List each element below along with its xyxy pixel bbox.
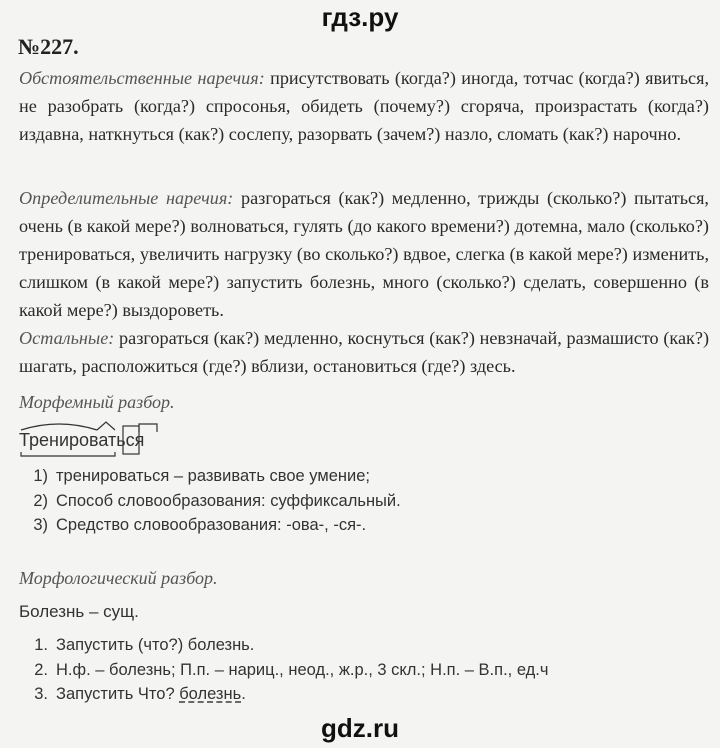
morpheme-diagram xyxy=(19,430,144,451)
morphemic-list xyxy=(20,464,401,538)
root-arc-mark xyxy=(21,424,97,430)
morpheme-marks xyxy=(19,422,159,458)
noun-line: Болезнь – сущ. xyxy=(19,602,139,621)
separator: , xyxy=(324,516,334,534)
paragraph-adverbs-circumstantial xyxy=(19,64,709,148)
morpheme-word: Тренироваться xyxy=(19,430,145,450)
paragraph-text: разгораться (как?) медленно, коснуться (как?) невзначай, размашисто (как?) шагать, расположиться (где?) вблизи, остановиться (где?) здесь. xyxy=(19,328,709,376)
list-text: Способ словообразования: суффиксальный. xyxy=(56,491,401,510)
suffix-mark xyxy=(97,422,115,430)
morphological-heading: Морфологический разбор. xyxy=(19,568,218,588)
list-text: Н.ф. – болезнь; П.п. – нариц., неод., ж.р., 3 скл.; Н.п. – В.п., ед.ч xyxy=(56,660,549,679)
list-text-end: . xyxy=(241,685,246,703)
list-text xyxy=(56,682,246,707)
postfix-mark xyxy=(139,424,157,432)
list-text-end: . xyxy=(361,516,367,534)
list-number: 1. xyxy=(34,636,48,654)
list-text: Запустить (что?) болезнь. xyxy=(56,636,255,654)
list-item xyxy=(20,513,401,538)
list-number: 3) xyxy=(33,516,48,534)
list-item xyxy=(20,682,548,707)
underlined-object: болезнь xyxy=(179,685,242,703)
list-number: 3. xyxy=(34,685,48,703)
list-item xyxy=(20,489,401,514)
list-item xyxy=(20,633,548,658)
suffix-ova: -ова- xyxy=(286,516,325,534)
list-text xyxy=(56,513,366,538)
list-number: 2. xyxy=(34,660,48,679)
watermark-top: гдз.ру xyxy=(321,2,399,32)
watermark-bottom: gdz.ru xyxy=(321,713,399,743)
paragraph-text: присутствовать (когда?) иногда, тотчас (когда?) явиться, не разобрать (когда?) спросонья, обидеть (почему?) сгоряча, произрастать (когда?) издавна, наткнуться (как?) сослепу, разорвать (зачем?) назло, сломать (как?) нарочно. xyxy=(19,68,709,144)
morphemic-heading: Морфемный разбор. xyxy=(19,392,175,412)
root-bracket-mark xyxy=(21,452,115,456)
task-number: №227. xyxy=(18,34,79,59)
list-item xyxy=(20,658,548,683)
suffix-sya: -ся- xyxy=(333,516,362,534)
paragraph-label: Обстоятельственные наречия: xyxy=(19,68,265,88)
paragraph-label: Остальные: xyxy=(19,328,115,348)
morphological-list xyxy=(20,633,548,707)
paragraph-label: Определительные наречия: xyxy=(19,188,234,208)
list-text: тренироваться – развивать свое умение; xyxy=(56,467,370,485)
list-number: 1) xyxy=(33,467,48,485)
list-text-prefix: Средство словообразования: xyxy=(56,516,287,534)
list-item xyxy=(20,464,401,489)
paragraph-text: разгораться (как?) медленно, трижды (сколько?) пытаться, очень (в какой мере?) волноваться, гулять (до какого времени?) дотемна, мало (сколько?) тренироваться, увеличить нагрузку (во сколько?) вдвое, слегка (в какой мере?) изменить, слишком (в какой мере?) запустить болезнь, много (сколько?) сделать, совершенно (в какой мере?) выздороветь. xyxy=(19,188,709,320)
ending-box-mark xyxy=(123,426,139,454)
list-text-prefix: Запустить Что? xyxy=(56,685,180,703)
paragraph-adverbs-determinative xyxy=(19,184,709,324)
list-number: 2) xyxy=(33,491,48,510)
paragraph-adverbs-other xyxy=(19,324,709,380)
